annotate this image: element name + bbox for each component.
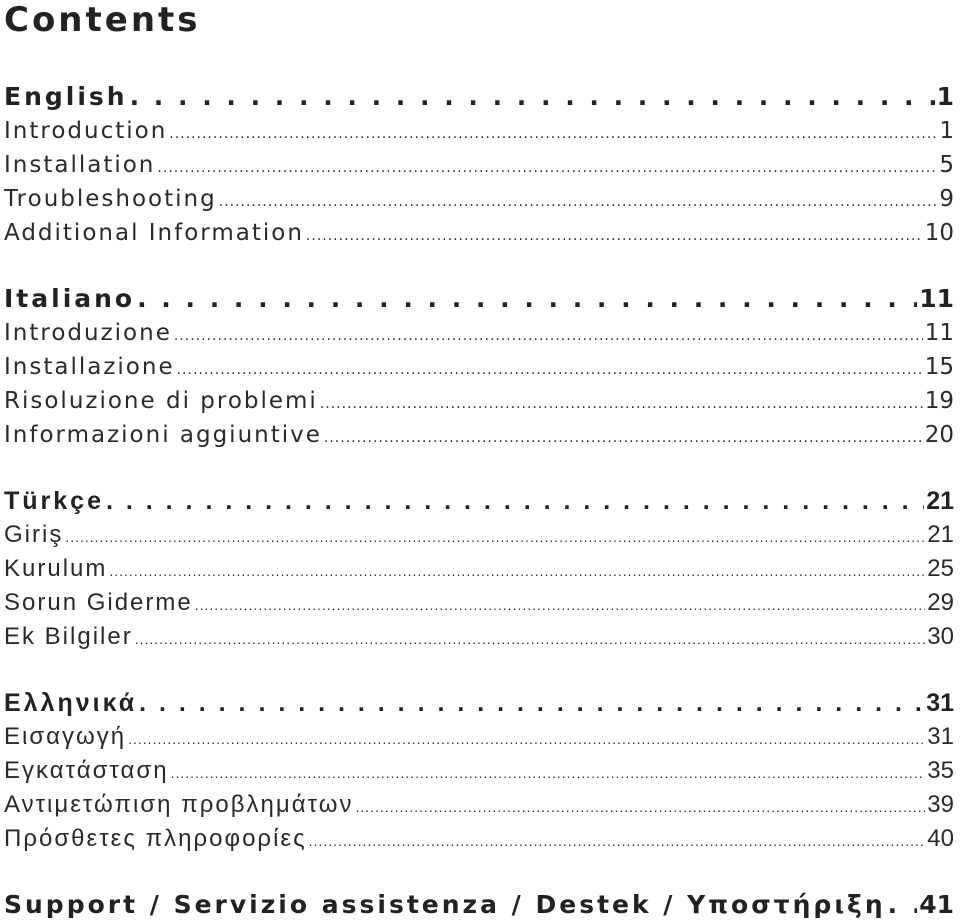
toc-page-number: 31 — [927, 723, 954, 750]
toc-section-turkce — [4, 484, 954, 654]
dot-leader — [157, 151, 937, 185]
toc-page-number: 15 — [924, 354, 954, 380]
toc-entry-label: Kurulum — [4, 555, 108, 582]
table-of-contents — [4, 80, 954, 922]
toc-page-number: 1 — [939, 118, 954, 144]
toc-heading-label: Italiano — [4, 284, 136, 313]
toc-entry-label: Troubleshooting — [4, 186, 217, 212]
toc-entry[interactable] — [4, 216, 954, 250]
toc-page-number: 11 — [919, 284, 954, 313]
toc-page-number: 11 — [924, 320, 954, 346]
toc-entry[interactable] — [4, 754, 954, 788]
toc-entry[interactable] — [4, 114, 954, 148]
dot-leader — [135, 622, 926, 656]
toc-page-number: 29 — [927, 589, 954, 616]
dot-leader — [171, 756, 926, 790]
toc-heading-label: Support / Servizio assistenza / Destek / Υποστήριξη — [4, 890, 886, 919]
toc-page-number: 31 — [926, 689, 954, 717]
dot-leader — [177, 353, 923, 387]
toc-page-number: 10 — [924, 220, 954, 246]
toc-entry[interactable] — [4, 518, 954, 552]
toc-section-support — [4, 888, 954, 922]
toc-page-number: 9 — [939, 186, 954, 212]
dot-leader — [106, 484, 924, 518]
toc-page-number: 30 — [927, 623, 954, 650]
toc-entry[interactable] — [4, 720, 954, 754]
toc-entry[interactable] — [4, 586, 954, 620]
toc-section-ellinika — [4, 686, 954, 856]
toc-entry-label: Πρόσθετες πληροφορίες — [4, 825, 307, 852]
toc-entry[interactable] — [4, 384, 954, 418]
toc-page-number: 35 — [927, 757, 954, 784]
toc-entry-label: Risoluzione di problemi — [4, 388, 318, 414]
toc-page-number: 20 — [924, 422, 954, 448]
toc-entry[interactable] — [4, 316, 954, 350]
toc-entry-label: Installation — [4, 152, 156, 178]
dot-leader — [139, 686, 924, 720]
dot-leader — [355, 790, 925, 824]
dot-leader — [888, 888, 918, 922]
dot-leader — [306, 219, 923, 253]
toc-entry-label: Εισαγωγή — [4, 723, 127, 750]
toc-heading-english[interactable] — [4, 80, 954, 114]
toc-entry[interactable] — [4, 552, 954, 586]
toc-page-number: 40 — [927, 825, 954, 852]
toc-section-italiano — [4, 282, 954, 452]
dot-leader — [137, 282, 917, 316]
toc-entry[interactable] — [4, 620, 954, 654]
toc-heading-label: Ελληνικά — [4, 689, 138, 717]
toc-entry-label: Ek Bilgiler — [4, 623, 133, 650]
toc-page-number: 1 — [936, 82, 954, 111]
dot-leader — [195, 588, 926, 622]
toc-entry-label: Introduction — [4, 118, 168, 144]
toc-heading-turkce[interactable] — [4, 484, 954, 518]
section-spacer — [4, 856, 954, 888]
toc-heading-italiano[interactable] — [4, 282, 954, 316]
toc-entry[interactable] — [4, 418, 954, 452]
toc-heading-ellinika[interactable] — [4, 686, 954, 720]
dot-leader — [324, 421, 923, 455]
toc-entry[interactable] — [4, 350, 954, 384]
toc-entry[interactable] — [4, 182, 954, 216]
toc-heading-label: Türkçe — [4, 487, 104, 515]
toc-section-english — [4, 80, 954, 250]
toc-heading-label: English — [4, 82, 128, 111]
toc-page-number: 5 — [939, 152, 954, 178]
section-spacer — [4, 452, 954, 484]
dot-leader — [169, 117, 937, 151]
toc-entry[interactable] — [4, 788, 954, 822]
toc-entry[interactable] — [4, 148, 954, 182]
dot-leader — [130, 80, 935, 114]
toc-page-number: 21 — [926, 487, 954, 515]
section-spacer — [4, 654, 954, 686]
dot-leader — [109, 554, 925, 588]
toc-entry-label: Εγκατάσταση — [4, 757, 169, 784]
toc-entry-label: Informazioni aggiuntive — [4, 422, 322, 448]
dot-leader — [174, 319, 923, 353]
dot-leader — [309, 824, 926, 858]
toc-page-number: 41 — [919, 890, 954, 919]
toc-entry-label: Additional Information — [4, 220, 304, 246]
dot-leader — [128, 722, 925, 756]
toc-entry-label: Introduzione — [4, 320, 172, 346]
toc-page-number: 25 — [927, 555, 954, 582]
dot-leader — [219, 185, 938, 219]
toc-page-number: 21 — [927, 521, 954, 548]
toc-entry[interactable] — [4, 822, 954, 856]
toc-entry-label: Αντιμετώπιση προβλημάτων — [4, 791, 354, 818]
dot-leader — [65, 520, 925, 554]
toc-entry-label: Sorun Giderme — [4, 589, 193, 616]
dot-leader — [320, 387, 923, 421]
page-title: Contents — [4, 0, 201, 40]
toc-entry-label: Installazione — [4, 354, 175, 380]
toc-page-number: 39 — [927, 791, 954, 818]
toc-entry-label: Giriş — [4, 521, 64, 548]
toc-heading-support[interactable] — [4, 888, 954, 922]
section-spacer — [4, 250, 954, 282]
toc-page-number: 19 — [924, 388, 954, 414]
